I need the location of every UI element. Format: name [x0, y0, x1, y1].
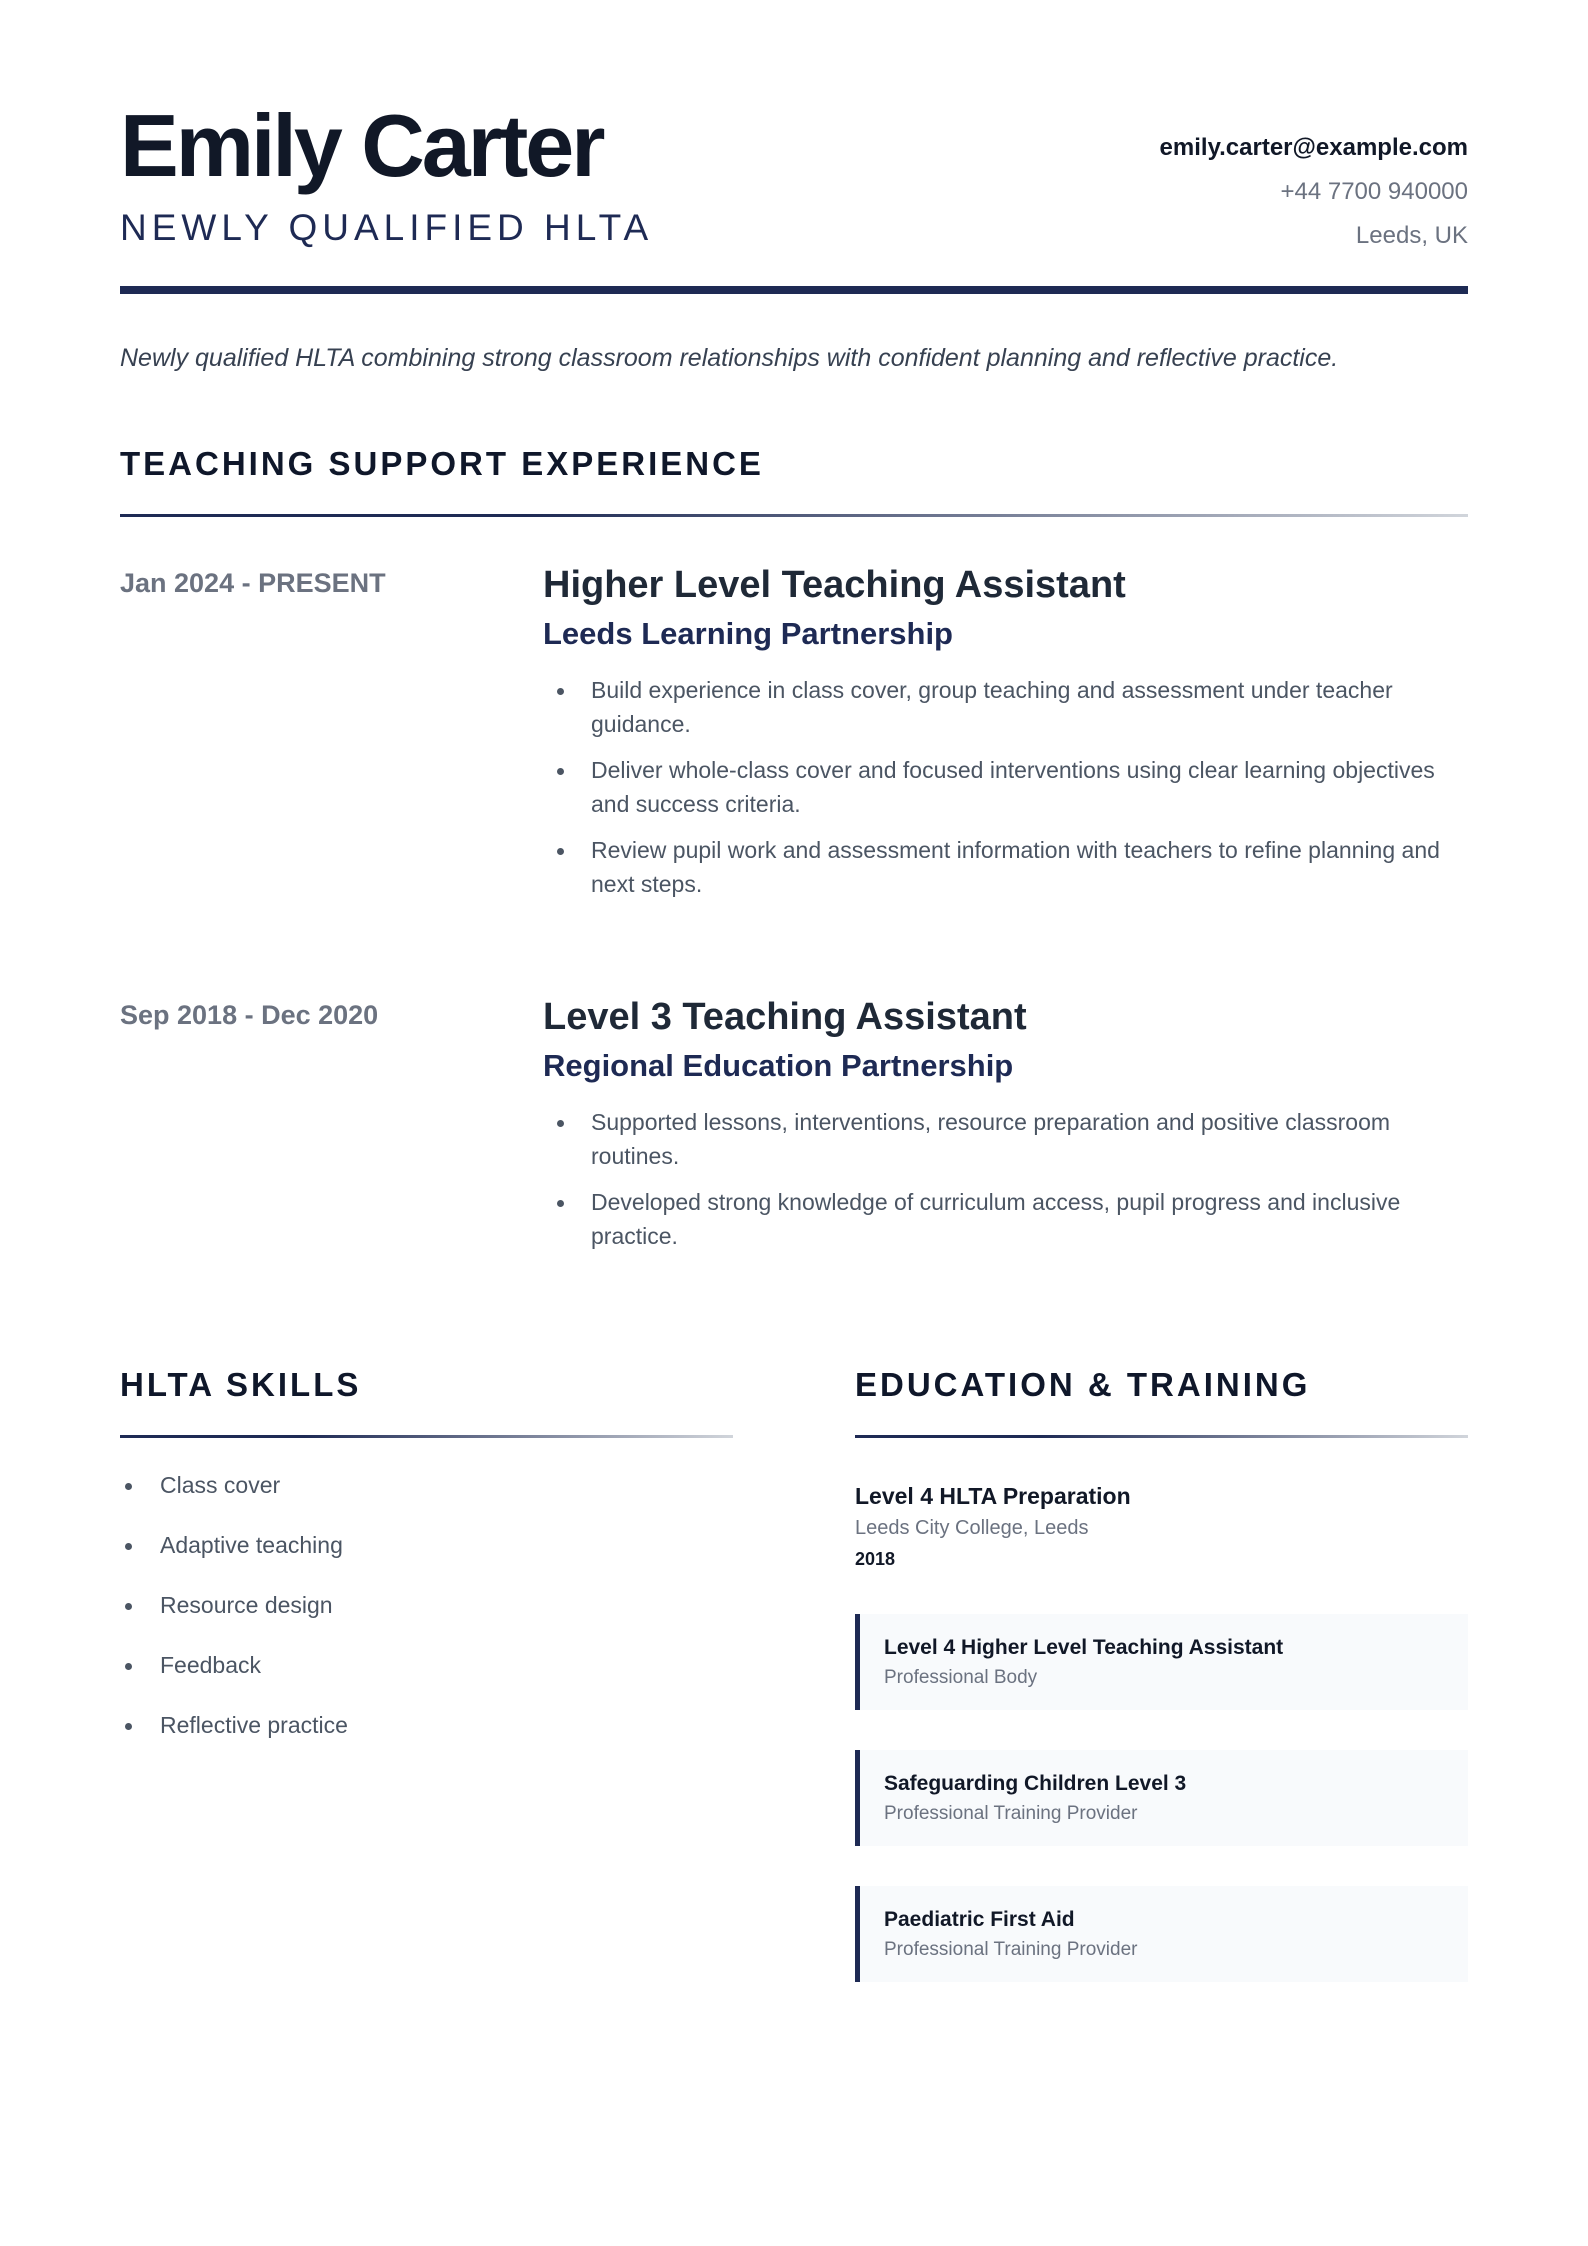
skill-item: Reflective practice	[120, 1708, 733, 1742]
education-section	[855, 1365, 1468, 1982]
job-details	[543, 993, 1468, 1265]
job-title: Higher Level Teaching Assistant	[543, 564, 1126, 606]
certification-issuer: Professional Body	[884, 1667, 1038, 1688]
contact-phone[interactable]: +44 7700 940000	[1280, 178, 1468, 205]
resume-header	[120, 96, 1468, 296]
header-divider	[120, 286, 1468, 294]
education-heading: EDUCATION & TRAINING	[855, 1366, 1311, 1403]
candidate-name: Emily Carter	[120, 96, 603, 195]
profile-summary: Newly qualified HLTA combining strong classroom relationships with confident planning and reflective practice.	[120, 344, 1339, 372]
section-divider	[120, 1435, 733, 1438]
skill-item: Class cover	[120, 1468, 733, 1502]
job-responsibilities	[543, 673, 1468, 901]
skills-section	[120, 1365, 733, 1982]
job-title: Level 3 Teaching Assistant	[543, 996, 1027, 1038]
candidate-role: NEWLY QUALIFIED HLTA	[120, 207, 654, 248]
job-details	[543, 561, 1468, 913]
responsibility-item: Build experience in class cover, group teaching and assessment under teacher guidance.	[543, 673, 1468, 741]
job-responsibilities	[543, 1105, 1468, 1253]
certification-issuer: Professional Training Provider	[884, 1939, 1138, 1960]
contact-location: Leeds, UK	[1355, 222, 1468, 249]
certification-card	[855, 1750, 1468, 1846]
education-entry	[855, 1480, 1468, 1574]
responsibility-item: Review pupil work and assessment information with teachers to refine planning and next steps.	[543, 833, 1468, 901]
skill-item: Adaptive teaching	[120, 1528, 733, 1562]
certification-title: Safeguarding Children Level 3	[884, 1772, 1187, 1795]
education-title: Level 4 HLTA Preparation	[855, 1483, 1131, 1509]
education-institution: Leeds City College, Leeds	[855, 1517, 1089, 1539]
certification-title: Level 4 Higher Level Teaching Assistant	[884, 1636, 1284, 1659]
education-year: 2018	[855, 1549, 896, 1569]
job-organisation: Leeds Learning Partnership	[543, 616, 953, 651]
certification-issuer: Professional Training Provider	[884, 1803, 1138, 1824]
job-dates: Sep 2018 - Dec 2020	[120, 1000, 379, 1030]
contact-email[interactable]: emily.carter@example.com	[1159, 134, 1468, 161]
job-organisation: Regional Education Partnership	[543, 1048, 1014, 1083]
job-dates: Jan 2024 - PRESENT	[120, 568, 386, 598]
responsibility-item: Deliver whole-class cover and focused interventions using clear learning objectives and success criteria.	[543, 753, 1468, 821]
skills-heading: HLTA SKILLS	[120, 1366, 362, 1403]
certification-title: Paediatric First Aid	[884, 1908, 1075, 1931]
experience-section	[120, 444, 1468, 1265]
skill-item: Feedback	[120, 1648, 733, 1682]
skill-item: Resource design	[120, 1588, 733, 1622]
certification-card	[855, 1614, 1468, 1710]
certification-card	[855, 1886, 1468, 1982]
job-entry	[120, 561, 1468, 913]
section-divider	[120, 514, 1468, 517]
two-column-area	[120, 1365, 1468, 1982]
contact-block	[1160, 126, 1468, 258]
job-entry	[120, 993, 1468, 1265]
experience-heading: TEACHING SUPPORT EXPERIENCE	[120, 445, 764, 482]
section-divider	[855, 1435, 1468, 1438]
skills-list	[120, 1468, 733, 1742]
responsibility-item: Developed strong knowledge of curriculum access, pupil progress and inclusive practice.	[543, 1185, 1468, 1253]
responsibility-item: Supported lessons, interventions, resource preparation and positive classroom routines.	[543, 1105, 1468, 1173]
